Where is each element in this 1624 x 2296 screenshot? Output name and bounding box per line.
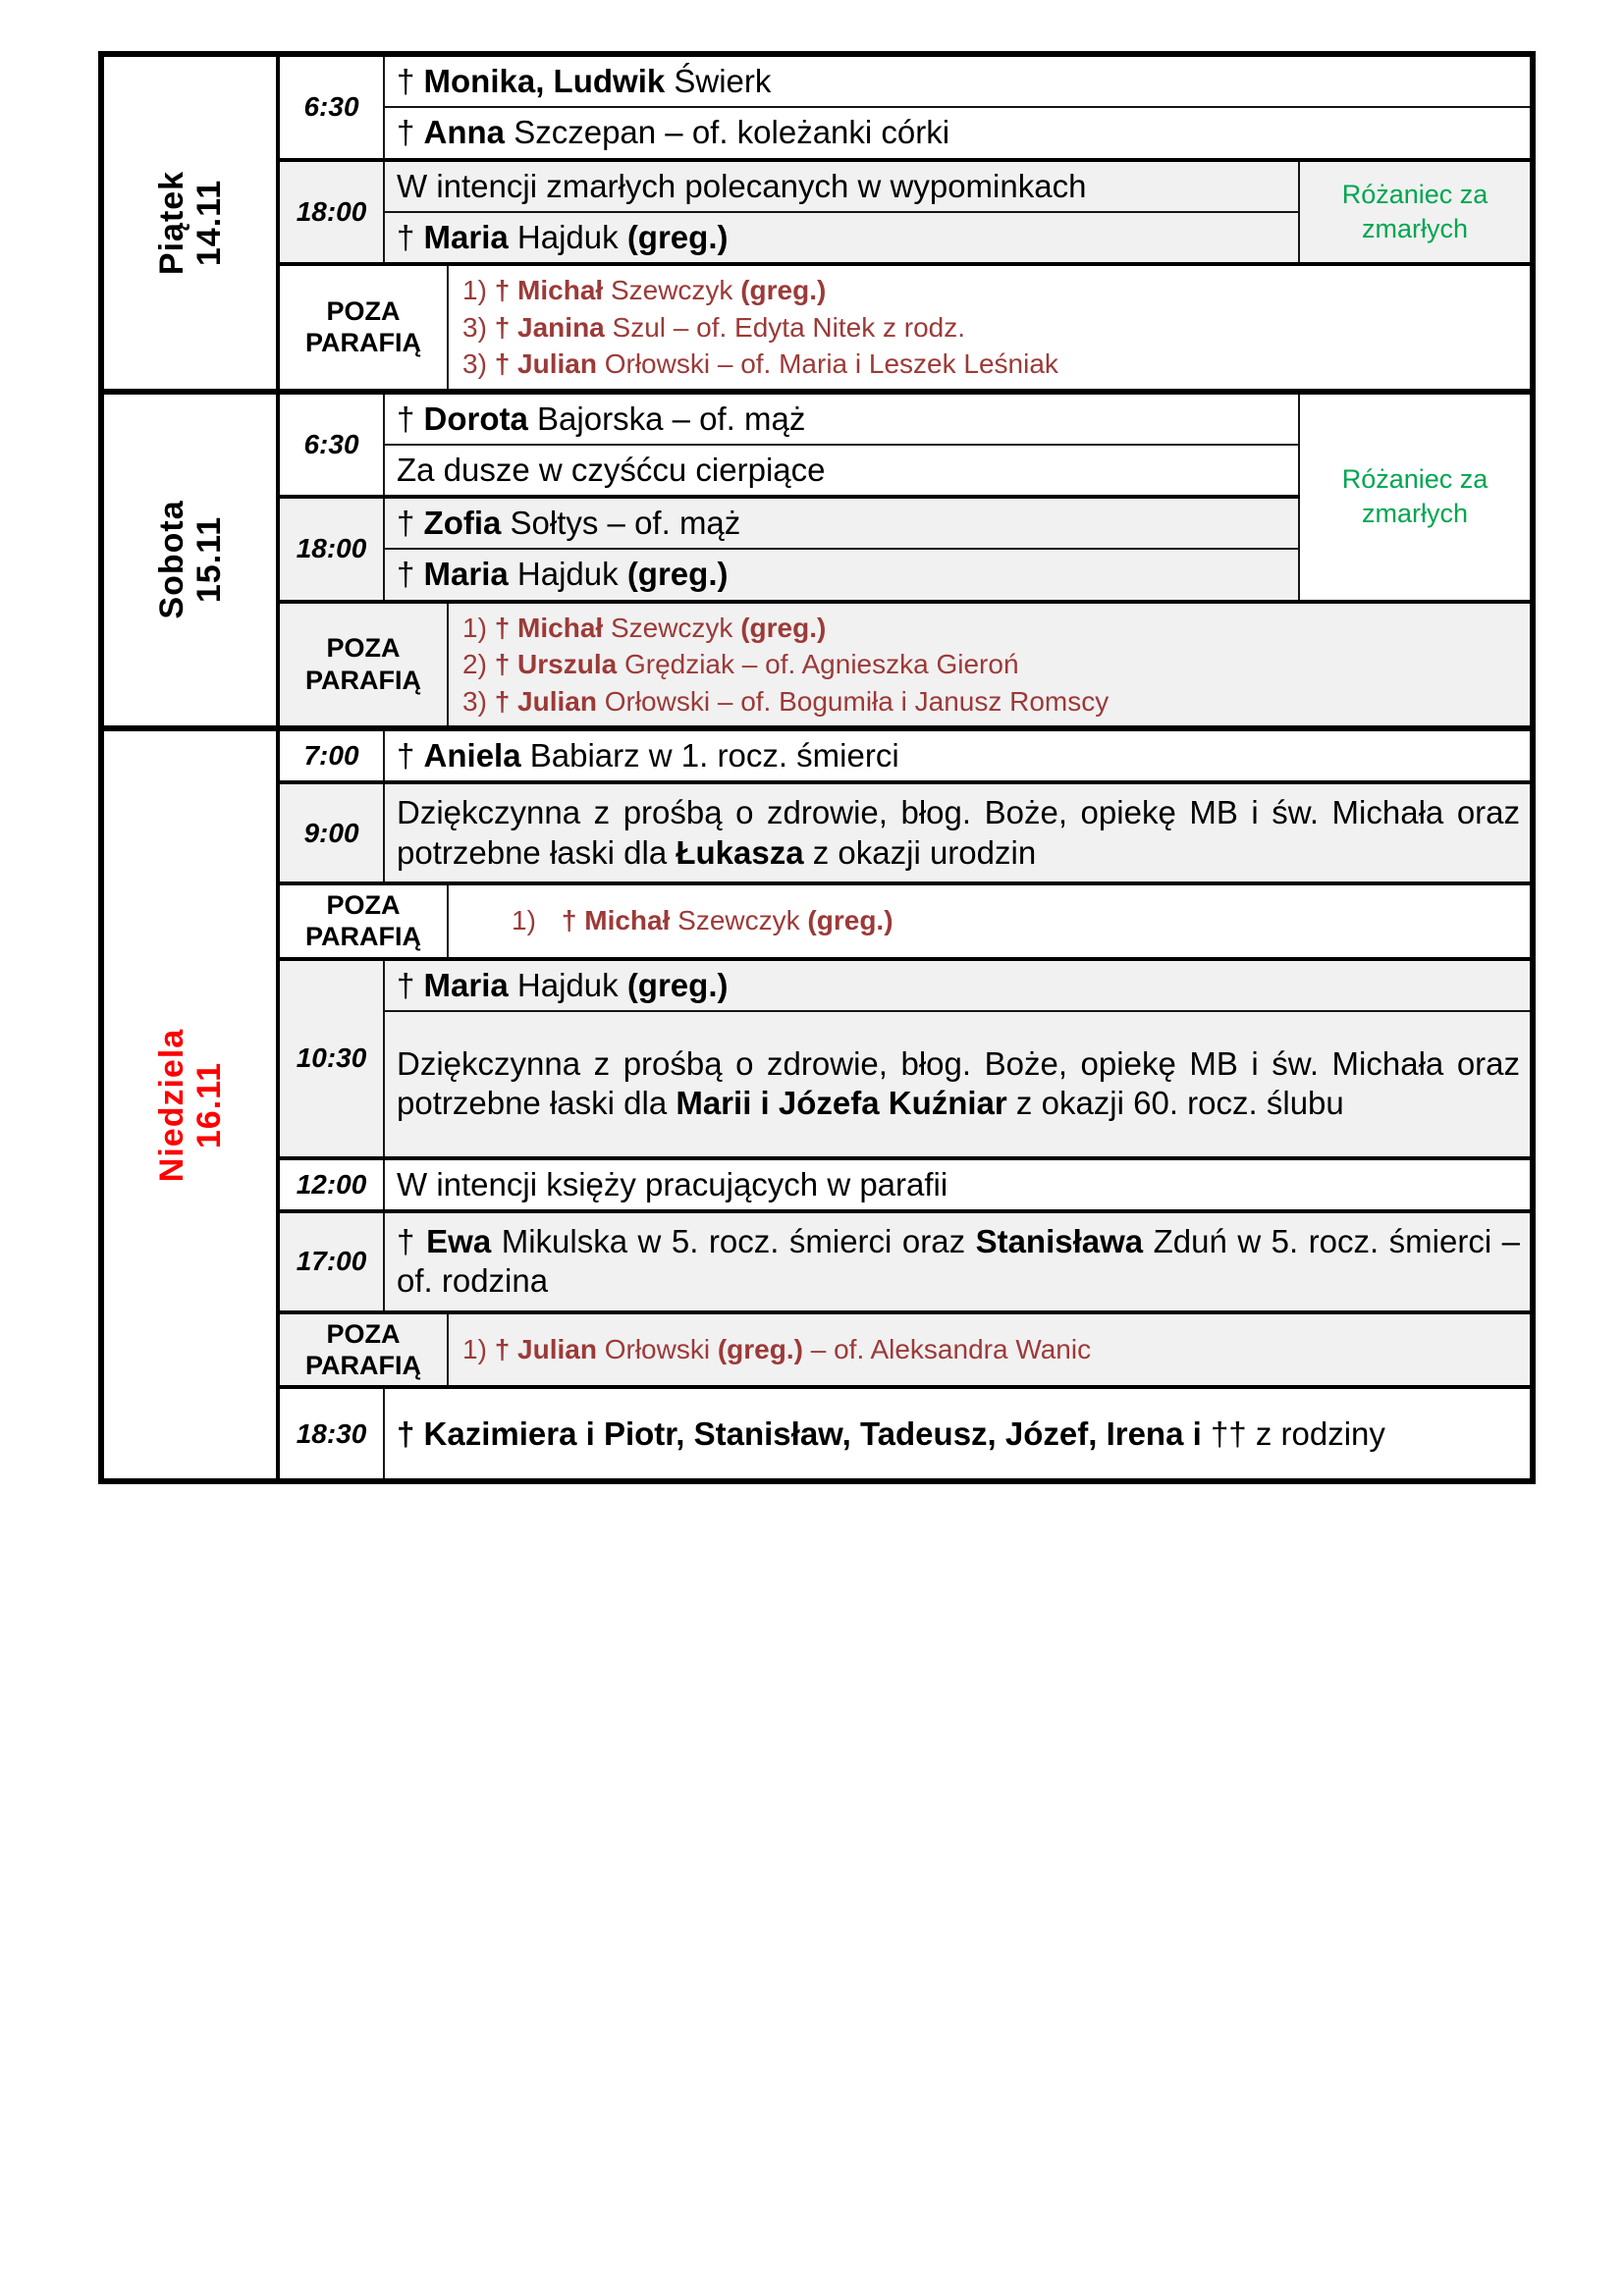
txt-frag: Zduń w 5. rocz. śmierci – of. rodzina [397, 1223, 1521, 1300]
intention-row [384, 107, 1533, 159]
poza-parafia-intentions [448, 883, 1533, 959]
txt-frag-bold: Dorota [423, 400, 528, 437]
time-cell-900-sunday: 9:00 [278, 782, 384, 883]
txt-frag: 3) [462, 311, 495, 343]
txt-frag: Świerk [665, 63, 772, 99]
txt-frag: Za dusze w czyśćcu cierpiące [397, 451, 826, 488]
txt-frag: Orłowski – of. Bogumiła i Janusz Romscy [596, 685, 1110, 717]
time-cell-1200-sunday: 12:00 [278, 1158, 384, 1211]
txt-frag: W intencji zmarłych polecanych w wypominkach [397, 167, 1087, 204]
mass-intentions-table [98, 51, 1536, 1484]
txt-frag: † [397, 63, 424, 99]
txt-frag: Sołtys – of. mąż [501, 505, 741, 542]
txt-frag: 1) [512, 905, 536, 936]
txt-frag-bold: Maria [423, 218, 509, 255]
poza-line [462, 1331, 1520, 1368]
txt-frag: † [397, 505, 424, 542]
txt-frag-bold: (greg.) [626, 218, 729, 255]
txt-frag-bold: (greg.) [740, 275, 827, 305]
txt-frag: Hajduk [508, 556, 627, 593]
time-cell-700-sunday: 7:00 [278, 728, 384, 782]
txt-frag: Orłowski [596, 1334, 718, 1365]
txt-frag-bold: † Michał [494, 275, 604, 305]
poza-parafia-label: POZA PARAFIĄ [278, 602, 448, 729]
day-name: Piątek [152, 170, 190, 275]
intention-row [384, 549, 1299, 601]
txt-frag-bold: † Janina [494, 311, 605, 343]
intention-row [384, 497, 1299, 549]
poza-parafia-label: POZA PARAFIĄ [278, 1312, 448, 1388]
txt-frag: Szczepan – of. koleżanki córki [505, 114, 950, 151]
intention-row [384, 392, 1299, 445]
poza-parafia-label: POZA PARAFIĄ [278, 883, 448, 959]
txt-frag-bold: (greg.) [807, 905, 893, 936]
txt-frag: † [397, 114, 424, 151]
txt-frag: 1) [462, 612, 495, 643]
rosary-note: Różaniec za zmarłych [1299, 160, 1533, 265]
txt-frag: Szul – of. Edyta Nitek z rodz. [604, 311, 966, 343]
txt-frag: †† z rodziny [1201, 1415, 1385, 1452]
txt-frag: Babiarz w 1. rocz. śmierci [520, 737, 899, 774]
txt-frag-bold: (greg.) [626, 556, 729, 593]
txt-frag-bold: Aniela [423, 737, 521, 774]
txt-frag-bold: † Michał [561, 905, 671, 936]
txt-frag: Orłowski – of. Maria i Leszek Leśniak [596, 348, 1058, 380]
poza-line [462, 683, 1520, 721]
rosary-note: Różaniec za zmarłych [1299, 392, 1533, 602]
txt-frag-bold: † Urszula [494, 649, 618, 680]
txt-frag: 3) [462, 348, 495, 380]
time-cell-630-friday: 6:30 [278, 54, 384, 160]
txt-frag: † [397, 1223, 427, 1260]
txt-frag-bold: (greg.) [626, 966, 729, 1003]
txt-frag: † [397, 966, 424, 1003]
time-cell-1830-sunday: 18:30 [278, 1387, 384, 1481]
time-cell-1800-saturday: 18:00 [278, 497, 384, 602]
intention-row [384, 1158, 1533, 1211]
txt-frag: † [397, 400, 424, 437]
txt-frag-bold: Zofia [423, 505, 502, 542]
day-cell-sunday [101, 728, 278, 1481]
txt-frag: Szewczyk [603, 612, 741, 643]
day-cell-saturday [101, 392, 278, 729]
txt-frag: Dziękczynna z prośbą o zdrowie, błog. Boże, opiekę MB i św. Michała oraz potrzebne łaski dla [397, 794, 1521, 871]
poza-line [462, 346, 1520, 383]
day-name: Sobota [152, 500, 190, 619]
time-cell-630-saturday: 6:30 [278, 392, 384, 498]
schedule-sheet [98, 51, 1536, 1484]
txt-frag: Szewczyk [603, 275, 741, 305]
day-date: 15.11 [189, 516, 228, 604]
day-label-saturday [152, 501, 227, 619]
poza-line [462, 646, 1520, 683]
txt-frag-bold: (greg.) [717, 1334, 803, 1365]
txt-frag: z okazji 60. rocz. ślubu [1006, 1085, 1344, 1122]
intention-row [384, 1011, 1533, 1158]
txt-frag-bold: (greg.) [740, 612, 827, 643]
day-cell-friday [101, 54, 278, 392]
txt-frag: 1) [462, 275, 495, 305]
time-cell-1800-friday: 18:00 [278, 160, 384, 265]
poza-parafia-intentions [448, 1312, 1533, 1388]
txt-frag-bold: Łukasza [676, 833, 804, 871]
txt-frag-bold: † Julian [494, 348, 597, 380]
txt-frag: Dziękczynna z prośbą o zdrowie, błog. Boże, opiekę MB i św. Michała oraz potrzebne łaski dla [397, 1045, 1521, 1122]
intention-row [384, 54, 1533, 107]
txt-frag: Grędziak – of. Agnieszka Gieroń [617, 649, 1019, 680]
txt-frag-bold: Maria [423, 966, 509, 1003]
poza-parafia-intentions [448, 264, 1533, 392]
time-cell-1700-sunday: 17:00 [278, 1211, 384, 1312]
day-date: 16.11 [189, 1061, 228, 1148]
intention-row [384, 959, 1533, 1011]
txt-frag: Hajduk [508, 966, 627, 1003]
txt-frag-bold: † Julian [494, 1334, 597, 1365]
txt-frag: † [397, 218, 424, 255]
intention-row [384, 445, 1299, 497]
time-cell-1030-sunday: 10:30 [278, 959, 384, 1158]
txt-frag: Bajorska – of. mąż [527, 400, 806, 437]
poza-line [462, 610, 1520, 647]
txt-frag: – of. Aleksandra Wanic [802, 1334, 1092, 1365]
day-label-friday [152, 171, 227, 275]
txt-frag: 2) [462, 649, 495, 680]
txt-frag-bold: Stanisława [975, 1223, 1144, 1260]
txt-frag: Szewczyk [670, 905, 808, 936]
day-date: 14.11 [189, 179, 228, 266]
txt-frag: Hajduk [508, 218, 627, 255]
poza-line [462, 272, 1520, 309]
txt-frag-bold: † Julian [494, 685, 597, 717]
txt-frag-bold: Ewa [426, 1223, 492, 1260]
intention-row [384, 782, 1533, 883]
txt-frag: W intencji księży pracujących w parafii [397, 1165, 948, 1202]
intention-row [384, 1387, 1533, 1481]
txt-frag: † [397, 556, 424, 593]
intention-row [384, 728, 1533, 782]
poza-parafia-intentions [448, 602, 1533, 729]
txt-frag-bold: † Michał [494, 612, 604, 643]
poza-parafia-label: POZA PARAFIĄ [278, 264, 448, 392]
poza-line [512, 902, 1520, 939]
txt-frag-bold: † Kazimiera i Piotr, Stanisław, Tadeusz, Józef, Irena i [397, 1415, 1202, 1452]
poza-line [462, 309, 1520, 347]
intention-row [384, 160, 1299, 212]
day-label-sunday [152, 1029, 227, 1182]
day-name: Niedziela [152, 1028, 190, 1182]
intention-row [384, 212, 1299, 264]
txt-frag: z okazji urodzin [803, 833, 1037, 871]
txt-frag-bold: Marii i Józefa Kuźniar [676, 1085, 1007, 1122]
txt-frag: Mikulska w 5. rocz. śmierci oraz [491, 1223, 976, 1260]
intention-row [384, 1211, 1533, 1312]
txt-frag-bold: Anna [423, 114, 506, 151]
txt-frag: 3) [462, 685, 495, 717]
txt-frag: 1) [462, 1334, 495, 1365]
txt-frag-bold: Maria [423, 556, 509, 593]
txt-frag: † [397, 737, 424, 774]
txt-frag-bold: Monika, Ludwik [423, 63, 666, 99]
